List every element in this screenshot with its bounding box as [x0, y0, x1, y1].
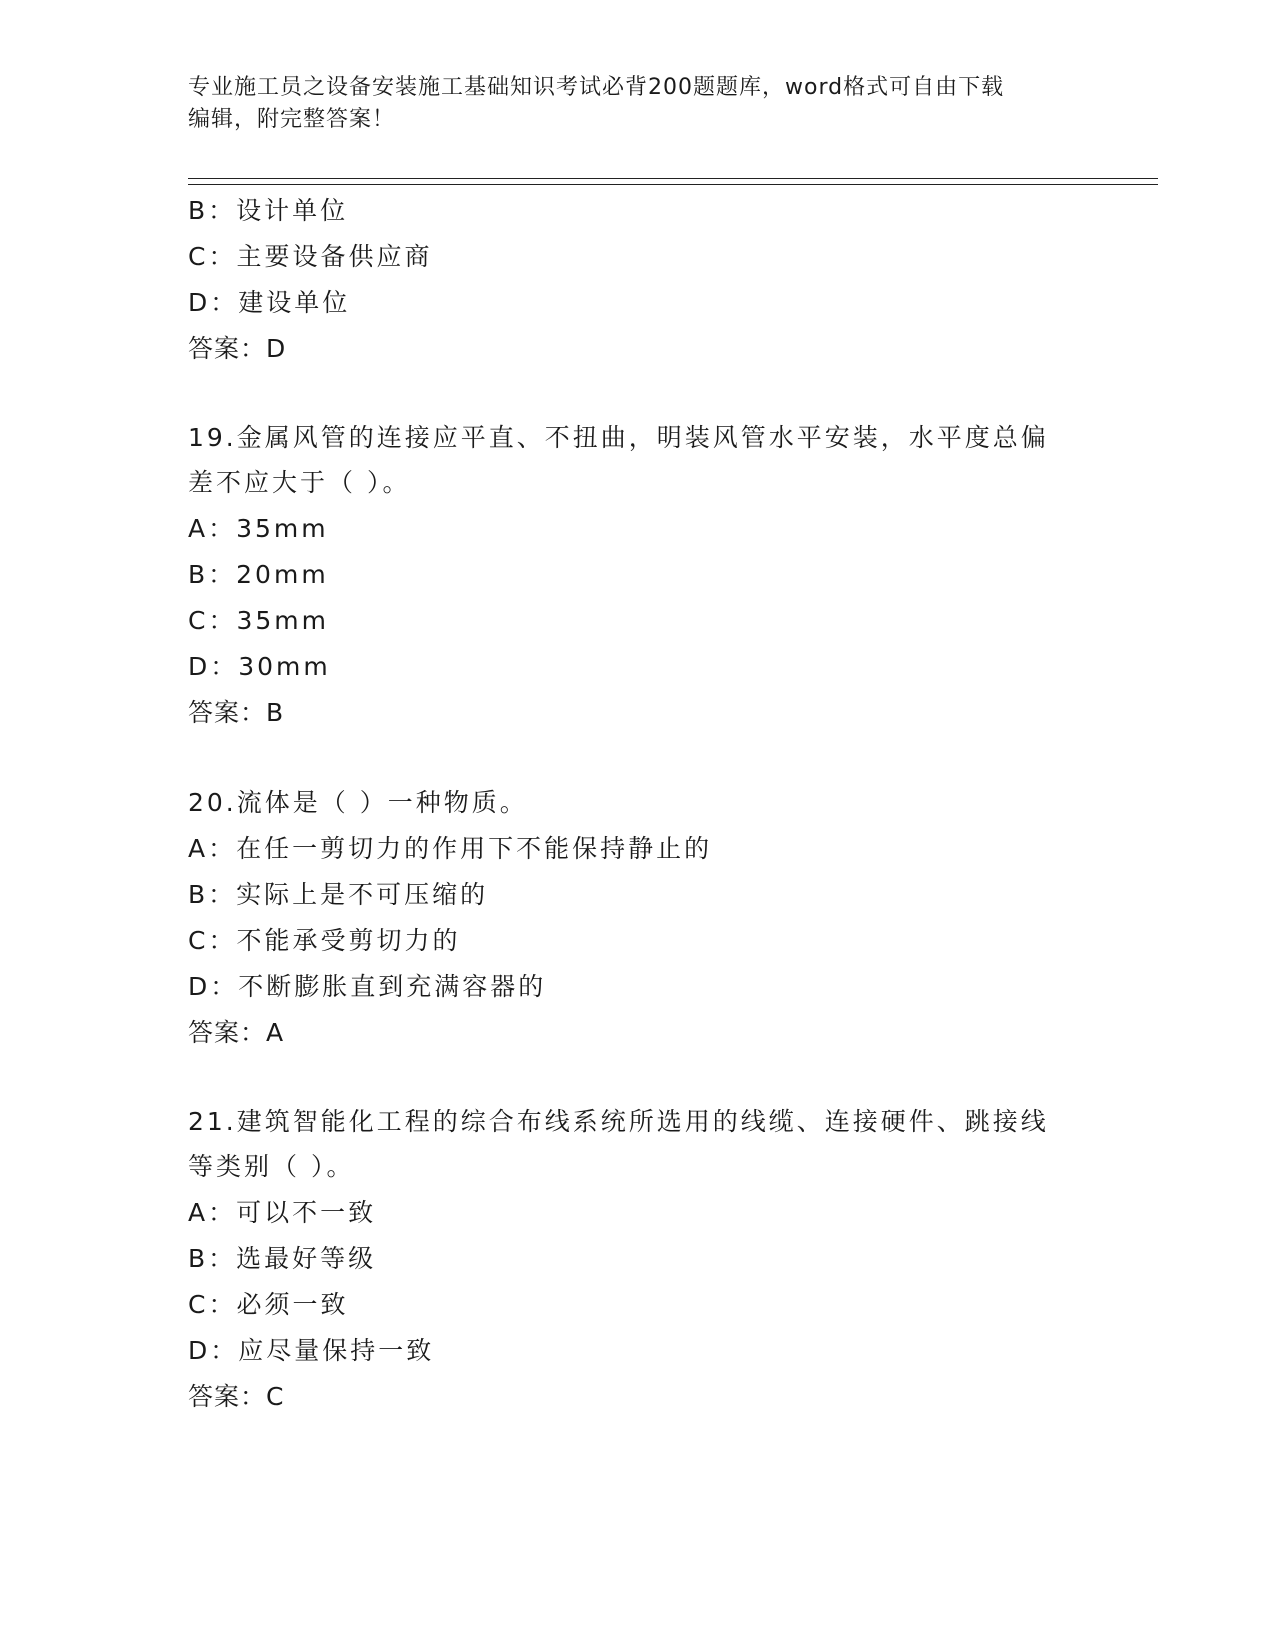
option-c: C：不能承受剪切力的 — [188, 926, 461, 955]
question-text: 20.流体是（ ）一种物质。 — [188, 788, 528, 817]
option-c: C：主要设备供应商 — [188, 242, 433, 271]
option-d: D：30mm — [188, 652, 331, 681]
option-b: B：设计单位 — [188, 196, 349, 225]
option-b: B：选最好等级 — [188, 1244, 377, 1273]
question-gap — [188, 736, 1088, 780]
question-block-20 — [188, 780, 1088, 1056]
header-divider-top — [188, 178, 1158, 179]
question-text: 21.建筑智能化工程的综合布线系统所选用的线缆、连接硬件、跳接线 — [188, 1107, 1049, 1136]
question-text: 19.金属风管的连接应平直、不扭曲，明装风管水平安装，水平度总偏 — [188, 423, 1049, 452]
option-c: C：必须一致 — [188, 1290, 349, 1319]
option-d: D：建设单位 — [188, 288, 351, 317]
answer-line: 答案：D — [188, 334, 287, 363]
question-gap — [188, 372, 1088, 416]
question-text-cont: 差不应大于（ ）。 — [188, 468, 411, 497]
option-a: A：35mm — [188, 514, 329, 543]
answer-line: 答案：C — [188, 1382, 285, 1411]
option-d: D：不断膨胀直到充满容器的 — [188, 972, 547, 1001]
option-a: A：在任一剪切力的作用下不能保持静止的 — [188, 834, 713, 863]
option-d: D：应尽量保持一致 — [188, 1336, 435, 1365]
option-b: B：实际上是不可压缩的 — [188, 880, 489, 909]
question-block-21 — [188, 1100, 1088, 1420]
question-text-cont: 等类别（ ）。 — [188, 1152, 355, 1181]
question-block-19 — [188, 416, 1088, 736]
option-c: C：35mm — [188, 606, 329, 635]
question-list — [188, 188, 1088, 1420]
answer-line: 答案：A — [188, 1018, 285, 1047]
page-header — [188, 72, 1088, 136]
header-line-2: 编辑，附完整答案！ — [188, 107, 396, 132]
header-divider-bottom — [188, 184, 1158, 185]
option-a: A：可以不一致 — [188, 1198, 377, 1227]
question-block-18 — [188, 188, 1088, 372]
option-b: B：20mm — [188, 560, 329, 589]
header-line-1: 专业施工员之设备安装施工基础知识考试必背200题题库，word格式可自由下载 — [188, 75, 1005, 100]
answer-line: 答案：B — [188, 698, 285, 727]
question-gap — [188, 1056, 1088, 1100]
